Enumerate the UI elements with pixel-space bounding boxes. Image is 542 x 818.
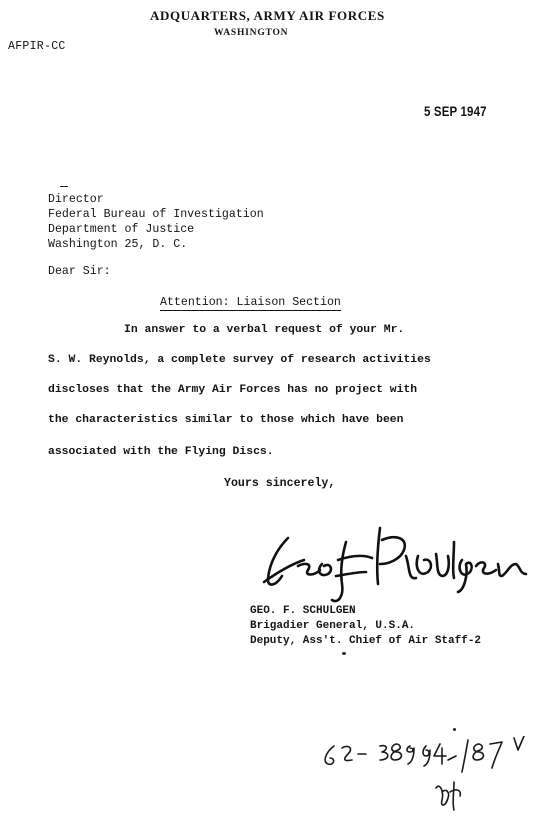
signer-position: Deputy, Ass't. Chief of Air Staff-2 xyxy=(250,635,482,647)
body-line: the characteristics similar to those which have been xyxy=(48,414,404,426)
body-line: discloses that the Army Air Forces has no project with xyxy=(48,384,418,396)
body-line: associated with the Flying Discs. xyxy=(48,446,274,458)
paper-speck xyxy=(60,186,68,187)
recipient-line: Washington 25, D. C. xyxy=(48,238,188,251)
letterhead-city: WASHINGTON xyxy=(214,28,289,38)
closing: Yours sincerely, xyxy=(224,477,336,490)
body-line: S. W. Reynolds, a complete survey of research activities xyxy=(48,354,431,366)
date-stamp: 5 SEP 1947 xyxy=(424,103,487,119)
paper-speck xyxy=(342,652,346,655)
recipient-line: Federal Bureau of Investigation xyxy=(48,208,264,221)
recipient-line: Director xyxy=(48,193,104,206)
signer-name: GEO. F. SCHULGEN xyxy=(250,605,356,617)
attention-line: Attention: Liaison Section xyxy=(160,296,341,309)
recipient-line: Department of Justice xyxy=(48,223,195,236)
handwritten-file-number xyxy=(318,736,528,816)
signer-title: Brigadier General, U.S.A. xyxy=(250,620,416,632)
body-line: In answer to a verbal request of your Mr. xyxy=(124,324,405,336)
paper-speck xyxy=(453,728,456,731)
salutation: Dear Sir: xyxy=(48,265,111,278)
signature-block xyxy=(250,604,481,649)
letterhead-org: ADQUARTERS, ARMY AIR FORCES xyxy=(150,8,385,23)
handwritten-signature xyxy=(258,520,538,610)
office-symbol: AFPIR-CC xyxy=(8,40,66,53)
recipient-address xyxy=(48,192,264,252)
